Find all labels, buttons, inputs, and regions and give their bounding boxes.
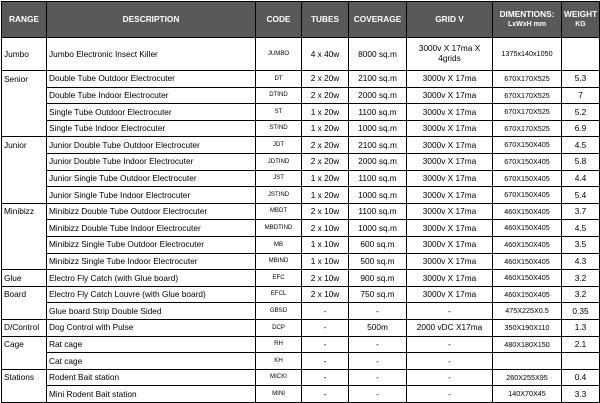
cell-tubes: - (302, 353, 349, 370)
cell-grid-text: 3000v X 17ma X 4grids (418, 43, 481, 63)
cell-code: MBIND (256, 253, 302, 270)
header-grid: GRID V (407, 2, 493, 38)
cell-dimensions: 140X70X45 (493, 386, 562, 403)
cell-coverage: 1100 sq.m (349, 170, 407, 187)
header-weight-unit: KG (575, 21, 586, 29)
cell-description: Minibizz Single Tube Outdoor Electrocuter (47, 236, 256, 253)
cell-dimensions: 670X150X405 (493, 137, 562, 154)
header-code: CODE (256, 2, 302, 38)
cell-grid: 3000v X 17ma (407, 170, 493, 187)
cell-tubes: 2 x 20w (302, 87, 349, 104)
cell-grid (407, 38, 493, 71)
cell-tubes: 1 x 10w (302, 253, 349, 270)
cell-grid: 3000v X 17ma (407, 187, 493, 204)
cell-weight: 3.5 (562, 236, 600, 253)
cell-dimensions: 670X170X525 (493, 120, 562, 137)
header-tubes: TUBES (302, 2, 349, 38)
table-row (2, 220, 600, 237)
product-spec-table (1, 1, 600, 403)
cell-code: RH (256, 336, 302, 353)
table-row (2, 71, 600, 88)
cell-weight: 2.1 (562, 336, 600, 353)
cell-range (2, 236, 47, 253)
cell-range: Senior (2, 71, 47, 88)
cell-tubes: - (302, 386, 349, 403)
cell-grid: 3000v X 17ma (407, 286, 493, 303)
header-dimensions (493, 2, 562, 38)
cell-range (2, 187, 47, 204)
table-row (2, 170, 600, 187)
cell-weight: 0.4 (562, 369, 600, 386)
cell-tubes: 2 x 10w (302, 270, 349, 287)
cell-weight: 5.8 (562, 153, 600, 170)
table-row (2, 253, 600, 270)
cell-code: STIND (256, 120, 302, 137)
table-row (2, 38, 600, 71)
cell-description: Single Tube Indoor Electrocuter (47, 120, 256, 137)
cell-code: DT (256, 71, 302, 88)
cell-dimensions: 670X170X525 (493, 104, 562, 121)
cell-coverage: 2000 sq.m (349, 87, 407, 104)
cell-tubes: 4 x 40w (302, 38, 349, 71)
cell-grid: 2000 vDC X17ma (407, 319, 493, 336)
table-row (2, 319, 600, 336)
cell-dimensions: 460X150X405 (493, 270, 562, 287)
cell-range: Stations (2, 369, 47, 386)
cell-coverage: 1000 sq.m (349, 187, 407, 204)
cell-tubes: 1 x 20w (302, 104, 349, 121)
cell-weight: 6.9 (562, 120, 600, 137)
cell-code: ST (256, 104, 302, 121)
cell-weight: 5.3 (562, 71, 600, 88)
cell-description: Jumbo Electronic Insect Killer (47, 38, 256, 71)
cell-tubes: - (302, 303, 349, 320)
cell-coverage: - (349, 386, 407, 403)
cell-range (2, 303, 47, 320)
cell-tubes: 1 x 10w (302, 236, 349, 253)
cell-coverage: 8000 sq.m (349, 38, 407, 71)
cell-weight: 0.35 (562, 303, 600, 320)
table-row (2, 153, 600, 170)
cell-dimensions: 460X150X405 (493, 286, 562, 303)
cell-tubes: 2 x 10w (302, 220, 349, 237)
cell-tubes: - (302, 336, 349, 353)
cell-weight: 4.4 (562, 170, 600, 187)
table-header-row (2, 2, 600, 38)
cell-description: Rat cage (47, 336, 256, 353)
cell-tubes: 2 x 10w (302, 286, 349, 303)
cell-weight: 3.2 (562, 270, 600, 287)
cell-weight: 4.5 (562, 220, 600, 237)
cell-grid: 3000v X 17ma (407, 120, 493, 137)
cell-coverage: 1000 sq.m (349, 120, 407, 137)
table-row (2, 137, 600, 154)
cell-dimensions: 670X150X405 (493, 187, 562, 204)
cell-description: Junior Single Tube Outdoor Electrocuter (47, 170, 256, 187)
cell-dimensions: 670X170X525 (493, 87, 562, 104)
cell-description: Double Tube Outdoor Electrocuter (47, 71, 256, 88)
header-description: DESCRIPTION (47, 2, 256, 38)
cell-dimensions: 475X225X0.5 (493, 303, 562, 320)
cell-code: MBDTIND (256, 220, 302, 237)
cell-dimensions: 350X190X110 (493, 319, 562, 336)
cell-description: Glue board Strip Double Sided (47, 303, 256, 320)
cell-tubes: 2 x 10w (302, 203, 349, 220)
header-weight-label: WEIGHT (564, 9, 598, 20)
table-row (2, 369, 600, 386)
cell-description: Electro Fly Catch Louvre (with Glue board) (47, 286, 256, 303)
table-row (2, 236, 600, 253)
cell-weight: 4.3 (562, 253, 600, 270)
cell-tubes: 2 x 20w (302, 71, 349, 88)
cell-grid: - (407, 353, 493, 370)
cell-coverage: - (349, 369, 407, 386)
cell-weight: 3.2 (562, 286, 600, 303)
cell-grid: - (407, 303, 493, 320)
cell-description: Mini Rodent Bait station (47, 386, 256, 403)
cell-range: Minibizz (2, 203, 47, 220)
cell-range: Glue (2, 270, 47, 287)
cell-tubes: - (302, 369, 349, 386)
cell-grid: 3000v X 17ma (407, 236, 493, 253)
cell-dimensions: 670X170X525 (493, 71, 562, 88)
cell-dimensions: 1375x140x1050 (493, 38, 562, 71)
cell-description: Single Tube Outdoor Electrocuter (47, 104, 256, 121)
table-body (2, 38, 600, 403)
cell-weight: 5.4 (562, 187, 600, 204)
cell-dimensions: 460X150X405 (493, 220, 562, 237)
cell-range (2, 153, 47, 170)
cell-description: Minibizz Double Tube Outdoor Electrocuter (47, 203, 256, 220)
cell-range: D/Control (2, 319, 47, 336)
cell-code: JUMBO (256, 38, 302, 71)
table-row (2, 203, 600, 220)
cell-grid: 3000v X 17ma (407, 137, 493, 154)
cell-tubes: 2 x 20w (302, 137, 349, 154)
table-row (2, 270, 600, 287)
cell-grid: 3000v X 17ma (407, 153, 493, 170)
table-row (2, 87, 600, 104)
cell-grid: 3000v X 17ma (407, 87, 493, 104)
cell-grid: - (407, 336, 493, 353)
cell-code: JSTIND (256, 187, 302, 204)
cell-code: JST (256, 170, 302, 187)
table-row (2, 286, 600, 303)
cell-range (2, 353, 47, 370)
cell-coverage: 1100 sq.m (349, 104, 407, 121)
cell-coverage: 2100 sq.m (349, 71, 407, 88)
cell-grid: 3000v X 17ma (407, 270, 493, 287)
cell-dimensions: 460X150X405 (493, 236, 562, 253)
cell-coverage: - (349, 303, 407, 320)
cell-coverage: 1100 sq.m (349, 203, 407, 220)
cell-dimensions (493, 353, 562, 370)
cell-grid: 3000v X 17ma (407, 71, 493, 88)
cell-dimensions: 480X180X150 (493, 336, 562, 353)
cell-tubes: 1 x 20w (302, 187, 349, 204)
cell-range (2, 120, 47, 137)
cell-code: MB (256, 236, 302, 253)
table-row (2, 353, 600, 370)
cell-range: Jumbo (2, 38, 47, 71)
cell-range (2, 253, 47, 270)
cell-weight (562, 38, 600, 71)
header-dimensions-label: DIMENTIONS: (499, 9, 555, 20)
cell-code: DCP (256, 319, 302, 336)
table-row (2, 336, 600, 353)
cell-range (2, 87, 47, 104)
header-range: RANGE (2, 2, 47, 38)
cell-description: Double Tube Indoor Electrocuter (47, 87, 256, 104)
cell-description: Minibizz Single Tube Indoor Electrocuter (47, 253, 256, 270)
cell-tubes: 1 x 20w (302, 170, 349, 187)
cell-grid: 3000v X 17ma (407, 104, 493, 121)
cell-description: Junior Double Tube Outdoor Electrocuter (47, 137, 256, 154)
cell-coverage: - (349, 353, 407, 370)
cell-grid: 3000v X 17ma (407, 220, 493, 237)
cell-dimensions: 670X150X405 (493, 170, 562, 187)
cell-code: KH (256, 353, 302, 370)
cell-description: Cat cage (47, 353, 256, 370)
cell-dimensions: 460X150X405 (493, 253, 562, 270)
cell-code: MBDT (256, 203, 302, 220)
cell-code: JDT (256, 137, 302, 154)
cell-weight: 3.7 (562, 203, 600, 220)
cell-code: EFC (256, 270, 302, 287)
header-weight (562, 2, 600, 38)
cell-description: Electro Fly Catch (with Glue board) (47, 270, 256, 287)
cell-weight: 4.5 (562, 137, 600, 154)
cell-weight: 7 (562, 87, 600, 104)
cell-code: DTIND (256, 87, 302, 104)
cell-weight: 3.3 (562, 386, 600, 403)
cell-description: Rodent Bait station (47, 369, 256, 386)
cell-description: Dog Control with Pulse (47, 319, 256, 336)
cell-coverage: 600 sq.m (349, 236, 407, 253)
cell-grid: - (407, 386, 493, 403)
cell-coverage: 2000 sq.m (349, 153, 407, 170)
cell-grid: 3000v X 17ma (407, 253, 493, 270)
cell-range: Cage (2, 336, 47, 353)
cell-weight (562, 353, 600, 370)
cell-coverage: 750 sq.m (349, 286, 407, 303)
cell-description: Junior Single Tube Indoor Electrocuter (47, 187, 256, 204)
cell-dimensions: 260X255X95 (493, 369, 562, 386)
cell-range: Board (2, 286, 47, 303)
cell-coverage: 1000 sq.m (349, 220, 407, 237)
cell-code: GBSD (256, 303, 302, 320)
table-row (2, 187, 600, 204)
cell-code: MICKI (256, 369, 302, 386)
table-row (2, 303, 600, 320)
cell-range (2, 170, 47, 187)
cell-weight: 1.3 (562, 319, 600, 336)
table-row (2, 104, 600, 121)
header-coverage: COVERAGE (349, 2, 407, 38)
header-dimensions-unit: LxWxH mm (507, 21, 547, 29)
cell-dimensions: 460X150X405 (493, 203, 562, 220)
cell-coverage: 900 sq.m (349, 270, 407, 287)
cell-range (2, 104, 47, 121)
cell-code: JDTIND (256, 153, 302, 170)
cell-tubes: - (302, 319, 349, 336)
cell-weight: 5.2 (562, 104, 600, 121)
cell-range: Junior (2, 137, 47, 154)
cell-range (2, 220, 47, 237)
cell-coverage: 500m (349, 319, 407, 336)
cell-tubes: 2 x 20w (302, 153, 349, 170)
cell-code: MINI (256, 386, 302, 403)
cell-dimensions: 670X150X405 (493, 153, 562, 170)
cell-coverage: - (349, 336, 407, 353)
table-row (2, 120, 600, 137)
cell-description: Junior Double Tube Indoor Electrocuter (47, 153, 256, 170)
cell-grid: 3000v X 17ma (407, 203, 493, 220)
cell-grid: - (407, 369, 493, 386)
cell-description: Minibizz Double Tube Indoor Electrocuter (47, 220, 256, 237)
cell-tubes: 1 x 20w (302, 120, 349, 137)
cell-coverage: 2100 sq.m (349, 137, 407, 154)
cell-code: EFCL (256, 286, 302, 303)
cell-coverage: 500 sq.m (349, 253, 407, 270)
